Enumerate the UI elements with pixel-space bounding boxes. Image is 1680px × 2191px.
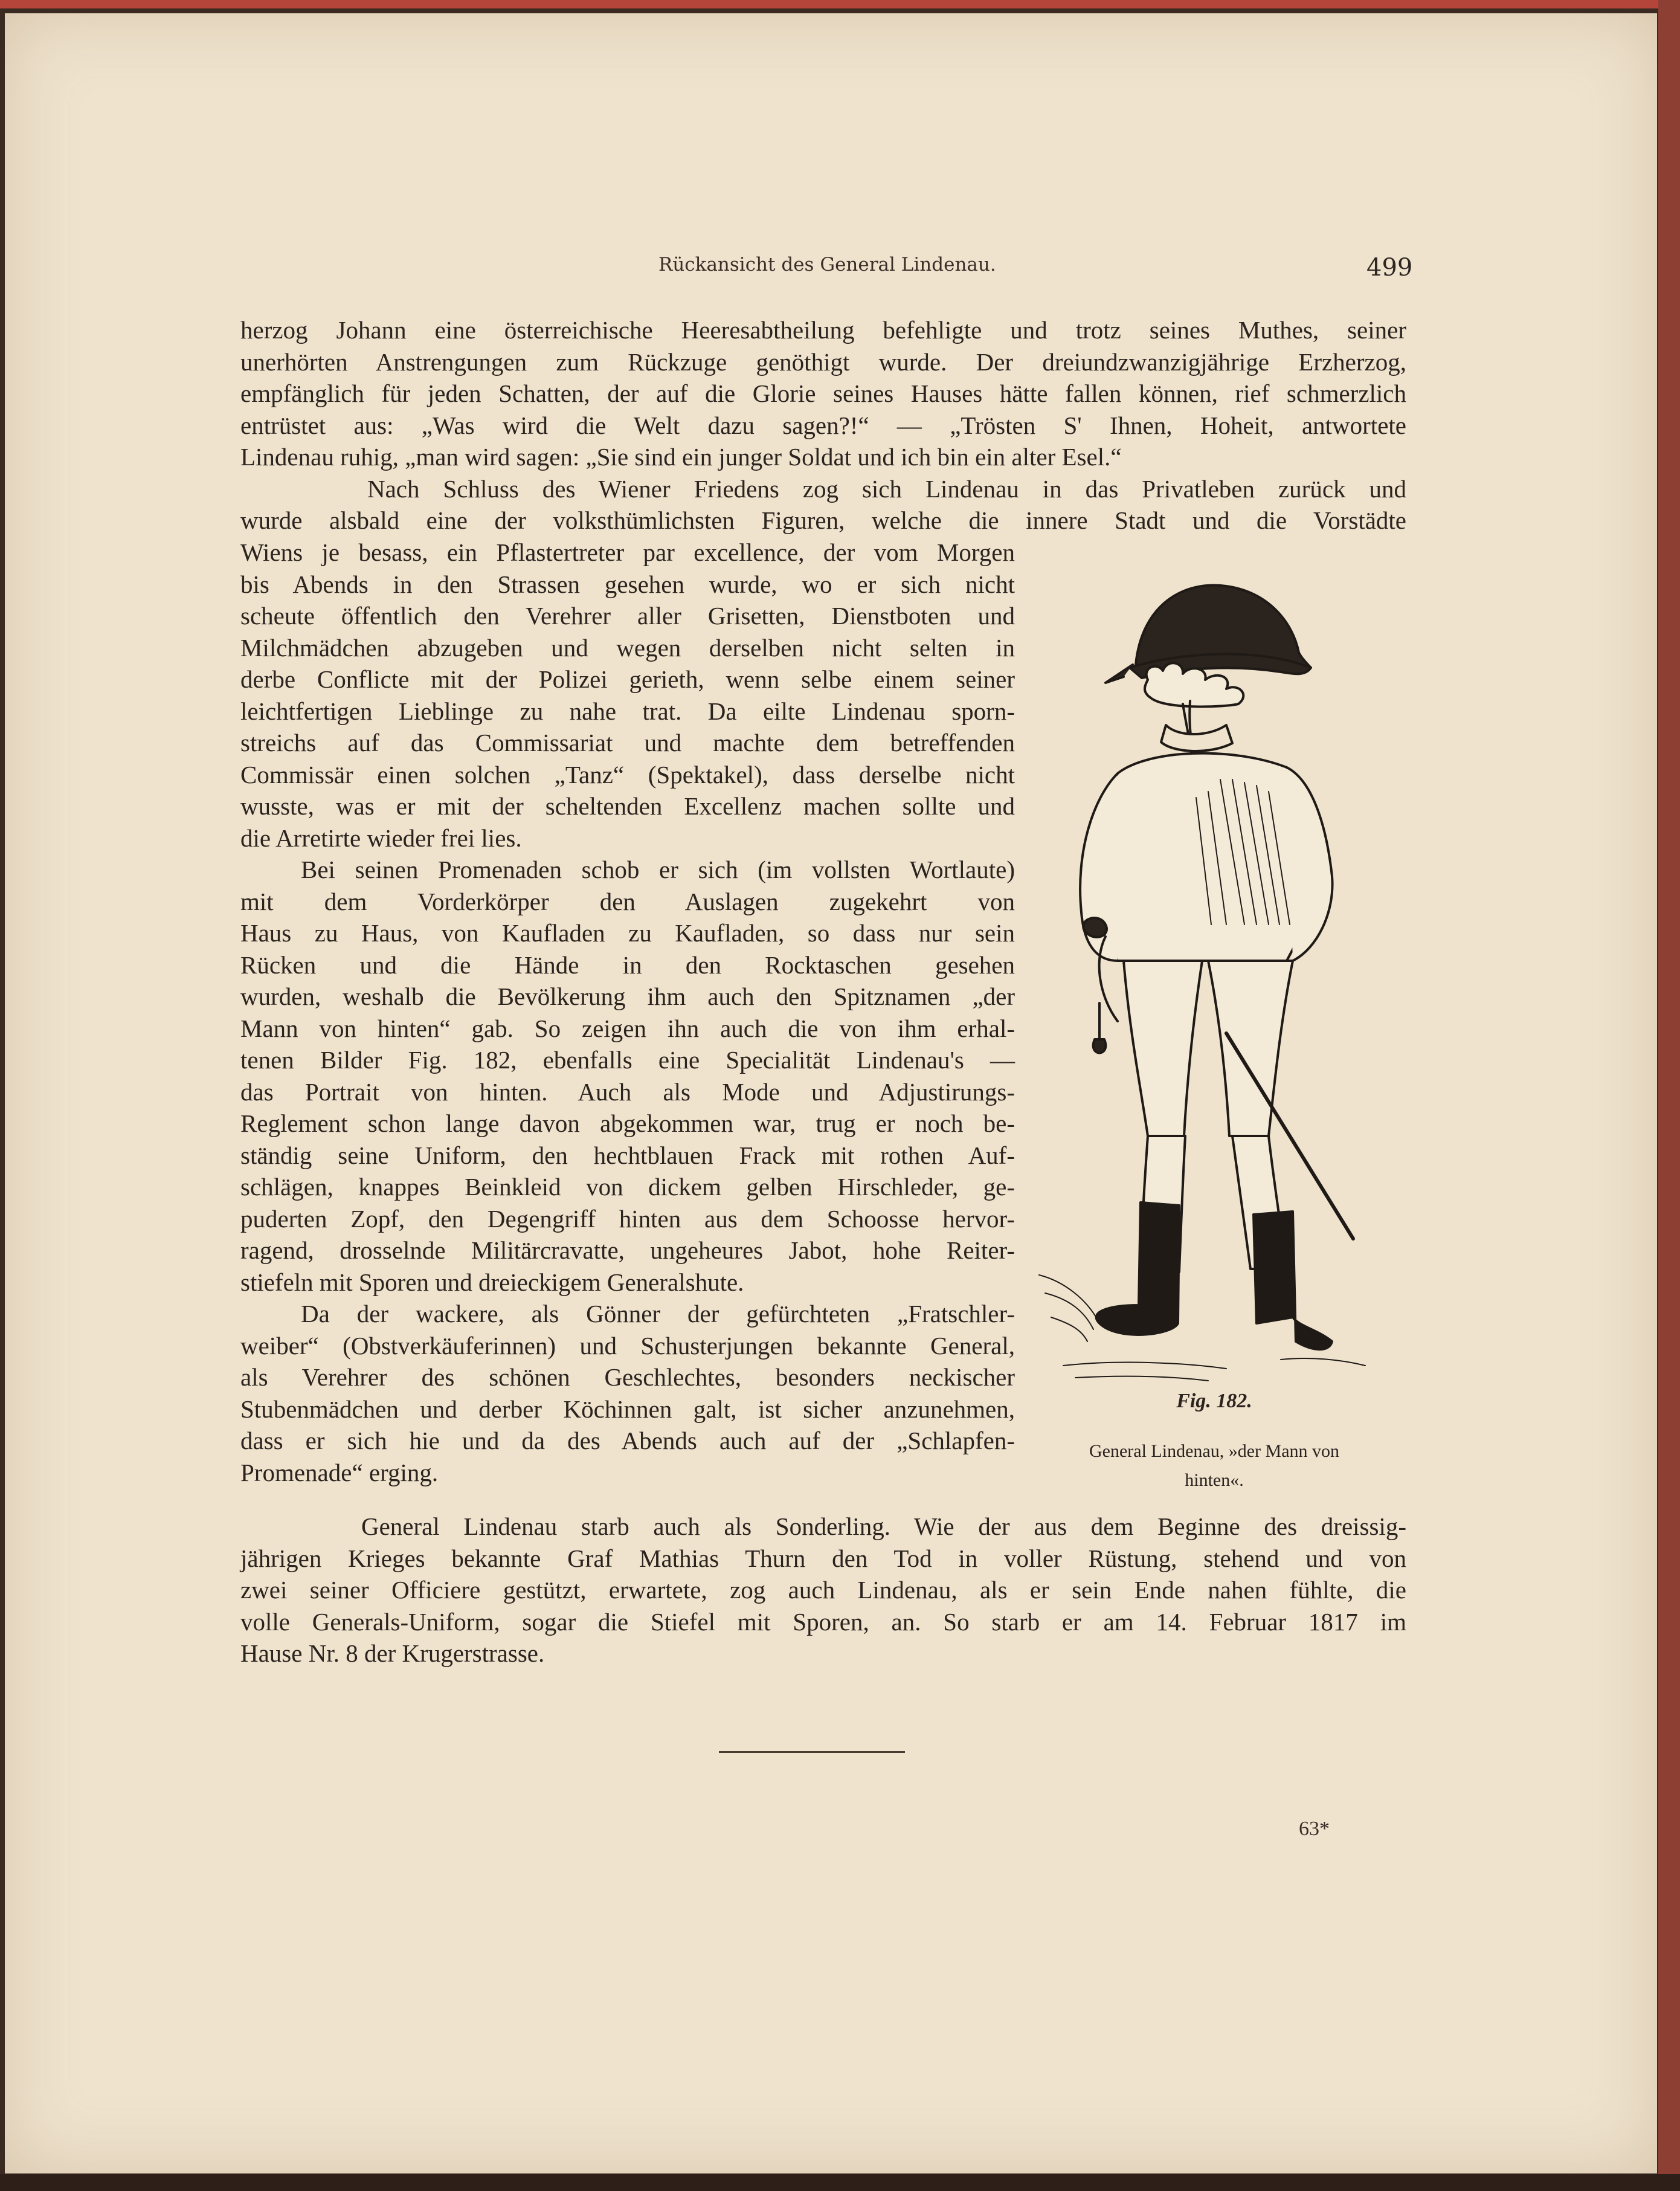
general-lindenau-illustration [1027, 538, 1402, 1390]
text-line: Da der wackere, als Gönner der gefürchteten „Fratschler- [301, 1300, 1015, 1328]
text-line: derbe Conflicte mit der Polizei gerieth, wenn selbe einem seiner [240, 665, 1015, 693]
text-line: Reglement schon lange davon abgekommen war, trug er noch be- [240, 1109, 1015, 1137]
text-line: wurde alsbald eine der volksthümlichsten Figuren, welche die innere Stadt und die Vorstädte [240, 506, 1406, 534]
text-line: leichtfertigen Lieblinge zu nahe trat. Da eilte Lindenau sporn- [240, 697, 1015, 725]
text-line: schlägen, knappes Beinkleid von dickem gelben Hirschleder, ge- [240, 1173, 1015, 1201]
text-block-column [240, 537, 1015, 1488]
text-line: volle Generals-Uniform, sogar die Stiefel mit Sporen, an. So starb er am 14. Februar 1817 im [240, 1607, 1406, 1636]
text-line: unerhörten Anstrengungen zum Rückzuge genöthigt wurde. Der dreiundzwanzigjährige Erzherzog, [240, 347, 1406, 376]
text-line: Hause Nr. 8 der Krugerstrasse. [240, 1639, 545, 1667]
text-line: ragend, drosselnde Militärcravatte, ungeheures Jabot, hohe Reiter- [240, 1236, 1015, 1264]
text-line: tenen Bilder Fig. 182, ebenfalls eine Specialität Lindenau's — [240, 1046, 1015, 1074]
book-spine-edge [1658, 0, 1680, 2191]
text-line: Lindenau ruhig, „man wird sagen: „Sie sind ein junger Soldat und ich bin ein alter Esel.“ [240, 443, 1122, 471]
figure-label: Fig. 182. [1176, 1390, 1252, 1412]
text-block-bottom [240, 1511, 1406, 1670]
text-line: die Arretirte wieder frei lies. [240, 824, 522, 852]
text-line: entrüstet aus: „Was wird die Welt dazu sagen?!“ — „Trösten S' Ihnen, Hoheit, antwortete [240, 411, 1406, 439]
text-line: General Lindenau starb auch als Sonderling. Wie der aus dem Beginne des dreissig- [361, 1512, 1406, 1540]
text-line: Mann von hinten“ gab. So zeigen ihn auch die von ihm erhal- [240, 1014, 1015, 1042]
figure-caption [1027, 1437, 1402, 1495]
top-edge [0, 0, 1680, 8]
text-line: puderten Zopf, den Degengriff hinten aus dem Schoosse hervor- [240, 1204, 1015, 1233]
signature-mark: 63* [1299, 1818, 1330, 1840]
text-line: Milchmädchen abzugeben und wegen derselben nicht selten in [240, 633, 1015, 662]
text-line: weiber“ (Obstverkäuferinnen) und Schusterjungen bekannte General, [240, 1331, 1015, 1360]
text-line: das Portrait von hinten. Auch als Mode und Adjustirungs- [240, 1077, 1015, 1106]
text-line: Nach Schluss des Wiener Friedens zog sich Lindenau in das Privatleben zurück und [367, 474, 1406, 503]
text-line: dass er sich hie und da des Abends auch auf der „Schlapfen- [240, 1427, 1015, 1454]
text-line: Haus zu Haus, von Kaufladen zu Kaufladen, so dass nur sein [240, 919, 1015, 947]
text-line: ständig seine Uniform, den hechtblauen Frack mit rothen Auf- [240, 1141, 1015, 1169]
text-line: mit dem Vorderkörper den Auslagen zugekehrt von [240, 887, 1015, 915]
text-line: empfänglich für jeden Schatten, der auf die Glorie seines Hauses hätte fallen können, rief schmerzlich [240, 379, 1406, 407]
text-line: bis Abends in den Strassen gesehen wurde, wo er sich nicht [240, 570, 1015, 598]
text-line: als Verehrer des schönen Geschlechtes, besonders neckischer [240, 1363, 1015, 1391]
text-line: streichs auf das Commissariat und machte dem betreffenden [240, 729, 1015, 757]
text-line: Rücken und die Hände in den Rocktaschen gesehen [240, 950, 1015, 979]
text-line: stiefeln mit Sporen und dreieckigem Generalshute. [240, 1268, 744, 1296]
text-line: Wiens je besass, ein Pflastertreter par excellence, der vom Morgen [240, 538, 1015, 566]
text-line: Commissär einen solchen „Tanz“ (Spektakel), dass derselbe nicht [240, 760, 1015, 789]
text-line: Promenade“ erging. [240, 1458, 439, 1486]
text-line: Bei seinen Promenaden schob er sich (im vollsten Wortlaute) [301, 856, 1015, 883]
text-line: wurden, weshalb die Bevölkerung ihm auch den Spitznamen „der [240, 983, 1015, 1010]
page-number: 499 [1366, 254, 1413, 282]
figure-caption-line: General Lindenau, »der Mann von [1089, 1441, 1340, 1461]
text-block-top [240, 314, 1406, 537]
bottom-edge [0, 2174, 1680, 2191]
text-line: herzog Johann eine österreichische Heeresabtheilung befehligte und trotz seines Muthes, seiner [240, 316, 1406, 344]
text-line: scheute öffentlich den Verehrer aller Grisetten, Dienstboten und [240, 602, 1015, 630]
text-line: Stubenmädchen und derber Köchinnen galt, ist sicher anzunehmen, [240, 1395, 1015, 1423]
figure-caption-line: hinten«. [1185, 1470, 1244, 1490]
running-title: Rückansicht des General Lindenau. [658, 254, 996, 276]
text-line: zwei seiner Officiere gestützt, erwartete, zog auch Lindenau, als er sein Ende nahen fühlte, die [240, 1576, 1406, 1604]
text-line: wusste, was er mit der scheltenden Excellenz machen sollte und [240, 792, 1015, 820]
text-line: jährigen Krieges bekannte Graf Mathias Thurn den Tod in voller Rüstung, stehend und von [240, 1544, 1406, 1572]
section-divider [719, 1751, 905, 1753]
